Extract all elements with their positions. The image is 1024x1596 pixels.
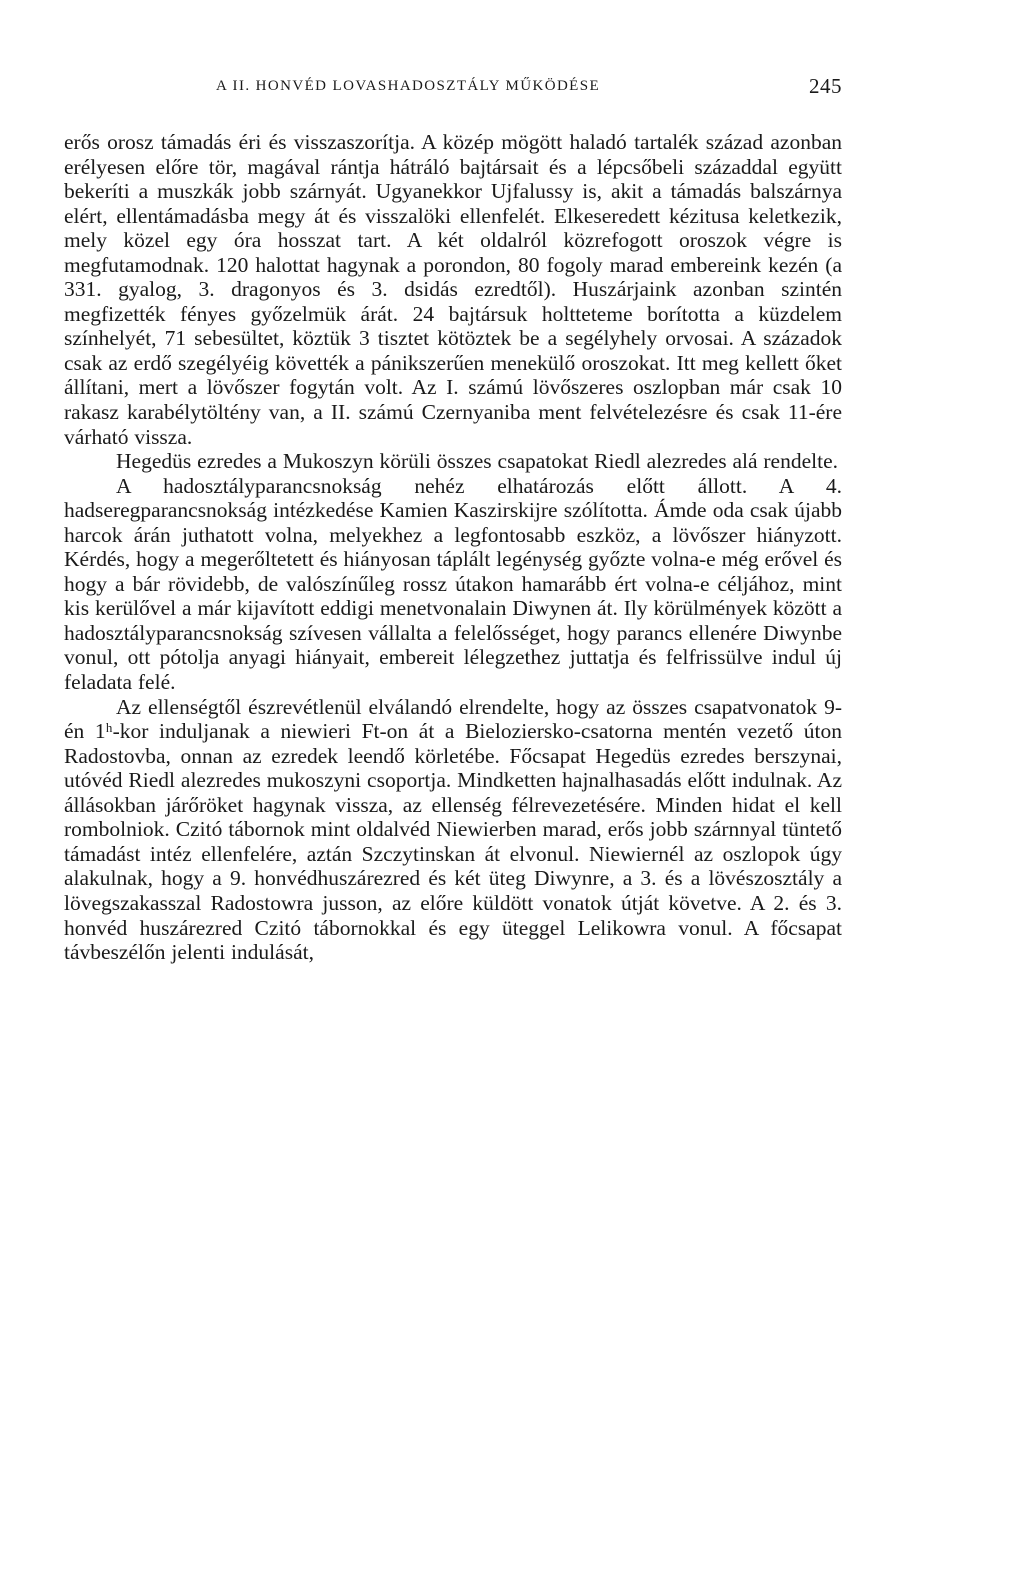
paragraph-3: A hadosztályparancsnokság nehéz elhatározás előtt állott. A 4. hadseregparancsnokság intézkedése Kamien Kaszirskijre szólította. Ámde oda csak újabb harcok árán juthatott volna, melyekhez a legfontosabb eszköz, a lövőszer hiányzott. Kérdés, hogy a megerőltetett és hiányosan táplált legénység győzte volna-e még erővel és hogy a bár rövidebb, de valószínűleg rossz útakon hamarább ért volna-e céljához, mint kis kerülővel a már kijavított eddigi menetvonalain Diwynen át. Ily körülmények között a hadosztályparancsnokság szívesen vállalta a felelősséget, hogy parancs ellenére Diwynbe vonul, ott pótolja anyagi hiányait, embereit lélegzethez juttatja és felfrissülve indul új feladata felé. xyxy=(64,473,843,695)
body-text xyxy=(64,130,842,965)
running-head: A II. HONVÉD LOVASHADOSZTÁLY MŰKÖDÉSE xyxy=(216,78,601,94)
paragraph-1: erős orosz támadás éri és visszaszorítja. A közép mögött haladó tartalék század azonban erélyesen előre tör, magával rántja hátráló bajtársait és a lépcsőbeli századdal együtt bekeríti a muszkák jobb szárnyát. Ugyanekkor Ujfalussy is, akit a támadás balszárnya elért, ellentámadásba megy át és visszalöki ellenfelét. Elkeseredett kézitusa keletkezik, mely közel egy óra hosszat tart. A két oldalról közrefogott oroszok végre is megfutamodnak. 120 halottat hagynak a porondon, 80 fogoly marad embereink kezén (a 331. gyalog, 3. dragonyos és 3. dsidás ezredtől). Huszárjaink azonban szintén megfizették fényes győzelmük árát. 24 bajtársuk holtteteme borította a küzdelem színhelyét, 71 sebesültet, köztük 3 tisztet kötöztek be a segélyhely orvosai. A századok csak az erdő szegélyéig követték a pánikszerűen menekülő oroszokat. Itt meg kellett őket állítani, mert a lövőszer fogytán volt. Az I. számú lövőszeres oszlopban már csak 10 rakasz karabélytöltény van, a II. számú Czernyaniba ment felvételezésre és csak 11-ére várható vissza. xyxy=(64,130,842,449)
page-number: 245 xyxy=(809,74,842,98)
page-header xyxy=(64,74,842,104)
paragraph-2: Hegedüs ezredes a Mukoszyn körüli összes csapatokat Riedl alezredes alá rendelte. xyxy=(116,449,838,474)
book-page xyxy=(64,74,842,965)
paragraph-4: Az ellenségtől észrevétlenül elválandó elrendelte, hogy az összes csapatvonatok 9-én 1ʰ-kor induljanak a niewieri Ft-on át a Bieloziersko-csatorna mentén vezető úton Radostovba, onnan az ezredek leendő körletébe. Főcsapat Hegedüs ezredes berszynai, utóvéd Riedl alezredes mukoszyni csoportja. Mindketten hajnalhasadás előtt indulnak. Az állásokban járőröket hagynak vissza, az ellenség félrevezetésére. Minden hidat el kell rombolniok. Czitó tábornok mint oldalvéd Niewierben marad, erős jobb szárnnyal tüntető támadást intéz ellenfelére, aztán Szczytinskan át elvonul. Niewiernél az oszlopok úgy alakulnak, hogy a 9. honvédhuszárezred és két üteg Diwynre, a 3. és a lövészosztály a lövegszakasszal Radostowra jusson, az előre küldött vonatok útját követve. A 2. és 3. honvéd huszárezred Czitó tábornokkal és egy üteggel Lelikowra vonul. A főcsapat távbeszélőn jelenti indulását, xyxy=(64,694,842,965)
